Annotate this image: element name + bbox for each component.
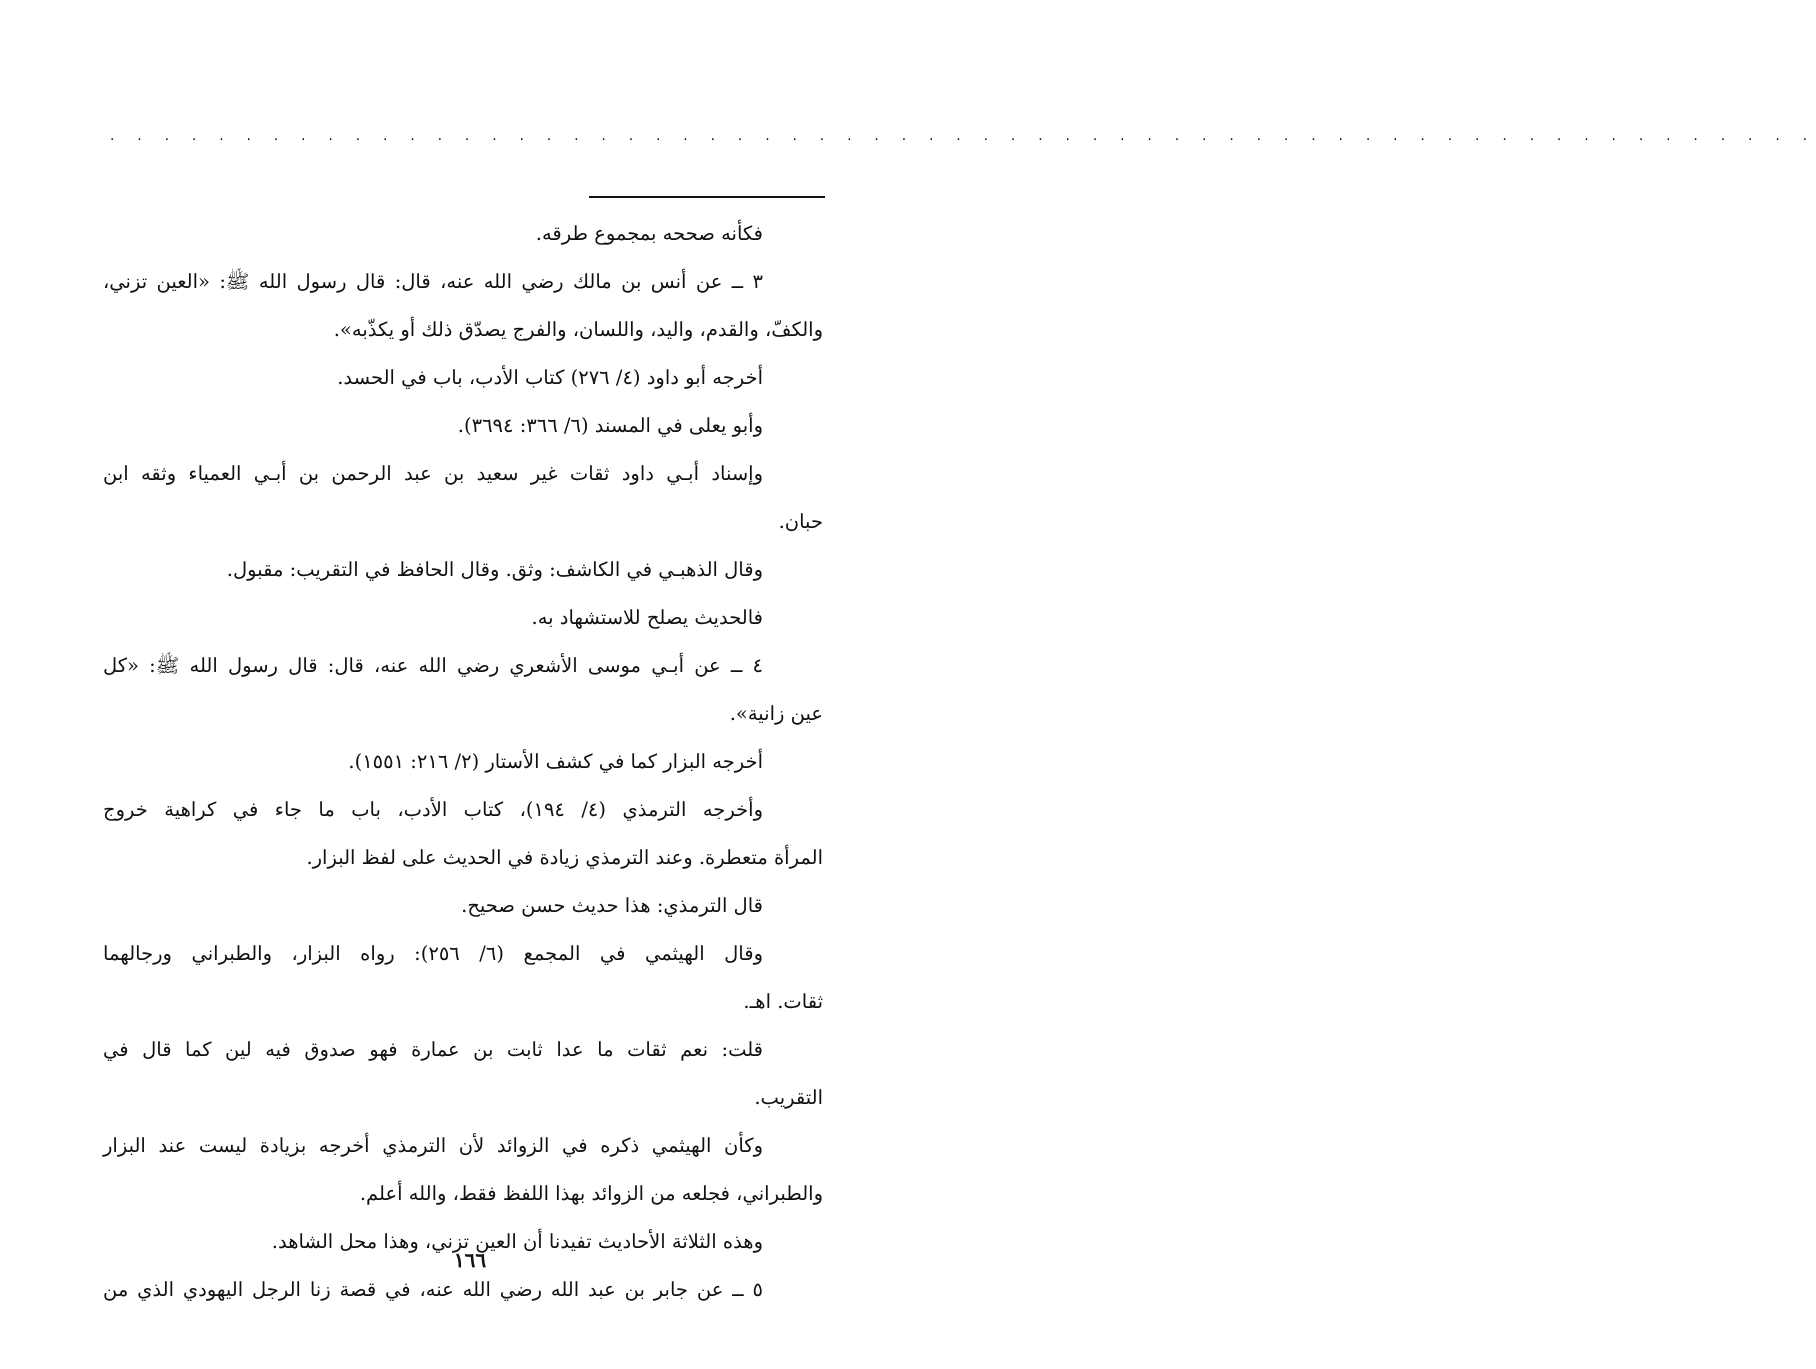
text-line: وإسناد أبـي داود ثقات غير سعيد بن عبد الرحمن بن أبـي العمياء وثقه ابن: [103, 462, 763, 485]
text-line: وأخرجه الترمذي (٤/ ١٩٤)، كتاب الأدب، باب ما جاء في كراهية خروج: [103, 798, 763, 821]
text-line: أخرجه أبو داود (٤/ ٢٧٦) كتاب الأدب، باب في الحسد.: [337, 366, 763, 389]
text-line: وقال الذهبـي في الكاشف: وثق. وقال الحافظ في التقريب: مقبول.: [226, 558, 763, 581]
text-line: ٥ ــ عن جابر بن عبد الله رضي الله عنه، في قصة زنا الرجل اليهودي الذي من: [103, 1278, 763, 1301]
text-line: فكأنه صححه بمجموع طرقه.: [535, 222, 763, 245]
dotted-separator: · · · · · · · · · · · · · · · · · · · · · · · · · · · · · · · · · · · · · · · · · · · · · · · · · · · · · · · · · · · · · · ·: [110, 132, 1816, 148]
text-line: ٤ ــ عن أبـي موسى الأشعري رضي الله عنه، قال: قال رسول الله ﷺ: «كل: [103, 654, 763, 677]
text-line: عين زانية».: [729, 702, 823, 725]
text-line: والكفّ، والقدم، واليد، واللسان، والفرج يصدّق ذلك أو يكذّبه».: [333, 318, 823, 341]
text-line: وقال الهيثمي في المجمع (٦/ ٢٥٦): رواه البزار، والطبراني ورجالهما: [103, 942, 763, 965]
text-line: قلت: نعم ثقات ما عدا ثابت بن عمارة فهو صدوق فيه لين كما قال في: [103, 1038, 763, 1061]
text-line: وكأن الهيثمي ذكره في الزوائد لأن الترمذي أخرجه بزيادة ليست عند البزار: [103, 1134, 763, 1157]
text-line: ٣ ــ عن أنس بن مالك رضي الله عنه، قال: قال رسول الله ﷺ: «العين تزني،: [103, 270, 763, 293]
main-text: [103, 210, 823, 1314]
footnote-rule: [589, 196, 825, 198]
text-line: وهذه الثلاثة الأحاديث تفيدنا أن العين تزني، وهذا محل الشاهد.: [271, 1230, 763, 1253]
text-line: أخرجه البزار كما في كشف الأستار (٢/ ٢١٦: ١٥٥١).: [348, 750, 763, 773]
page-number: ١٦٦: [453, 1248, 487, 1272]
text-line: المرأة متعطرة. وعند الترمذي زيادة في الحديث على لفظ البزار.: [306, 846, 823, 869]
text-line: فالحديث يصلح للاستشهاد به.: [531, 606, 763, 629]
text-line: قال الترمذي: هذا حديث حسن صحيح.: [461, 894, 763, 917]
text-line: التقريب.: [754, 1086, 823, 1109]
text-line: حبان.: [778, 510, 823, 533]
text-line: وأبو يعلى في المسند (٦/ ٣٦٦: ٣٦٩٤).: [457, 414, 763, 437]
text-line: والطبراني، فجلعه من الزوائد بهذا اللفظ فقط، والله أعلم.: [359, 1182, 823, 1205]
text-line: ثقات. اهـ.: [743, 990, 823, 1013]
